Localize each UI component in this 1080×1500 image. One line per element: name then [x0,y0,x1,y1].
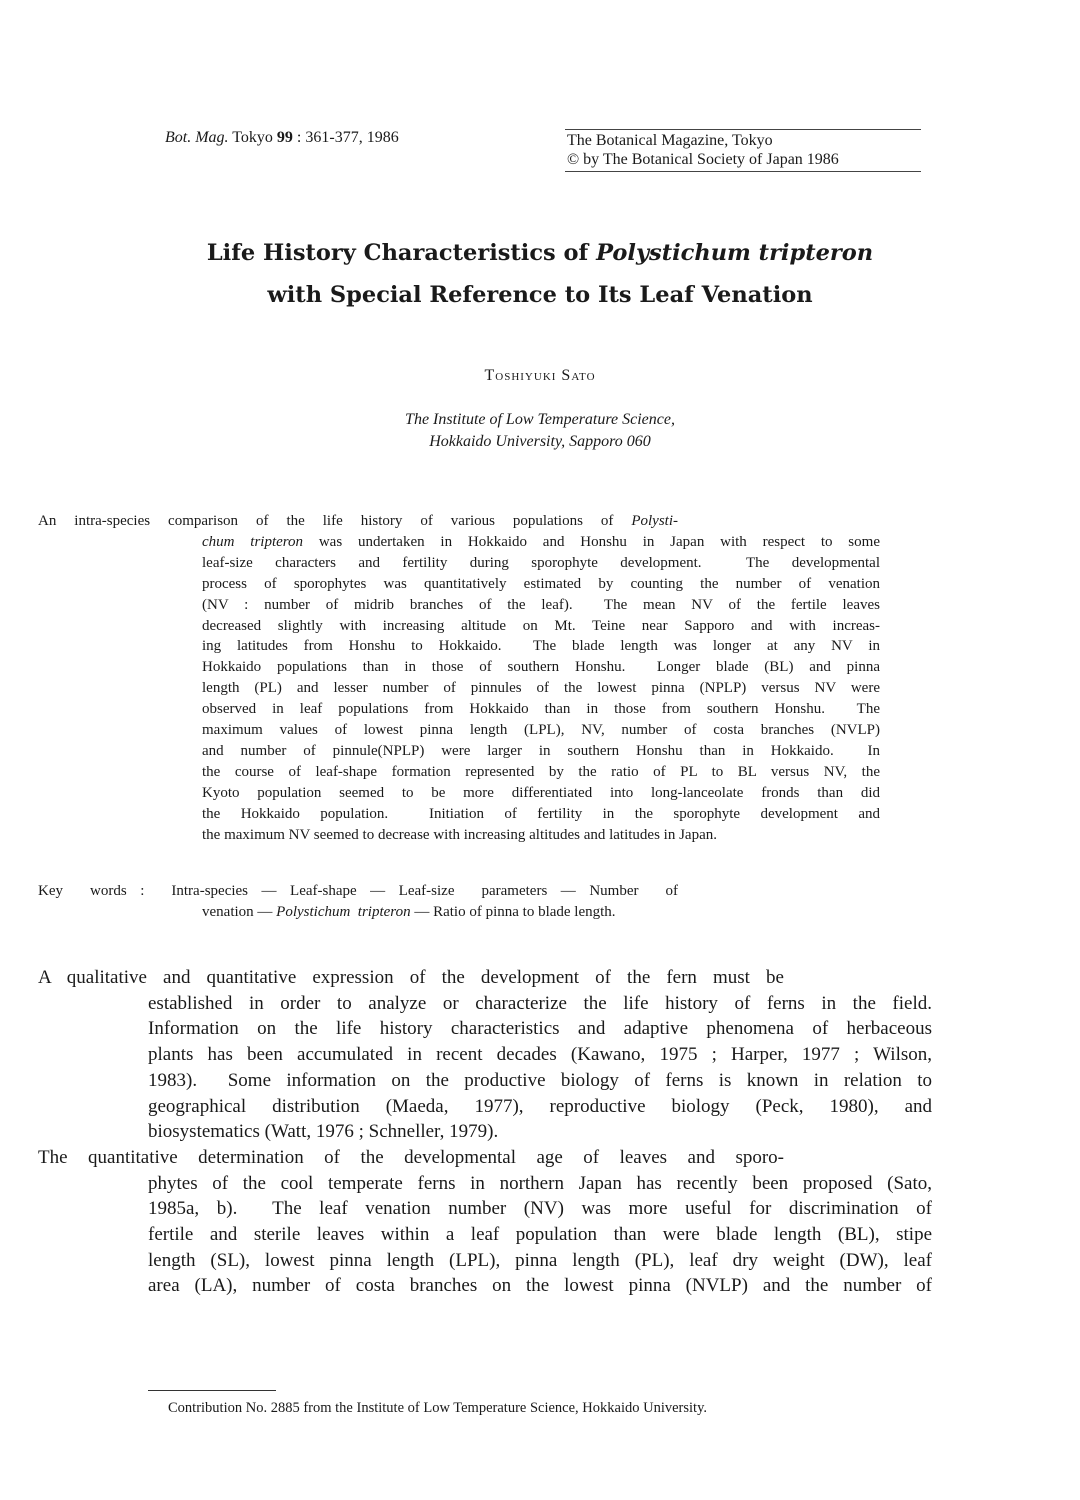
journal-abbrev: Bot. Mag. [165,129,229,146]
abstract-line [202,785,880,802]
text-segment: plants has been accumulated in recent decades (Kawano, 1975 ; Harper, 1977 ; Wilson, [148,1044,932,1066]
abstract-line [38,513,678,530]
text-segment: Hokkaido populations than in those of southern Honshu. Longer blade (BL) and pinna [202,659,880,676]
italic-text: chum tripteron [202,533,304,550]
text-segment: The quantitative determination of the developmental age of leaves and sporo- [38,1146,784,1168]
body-line [148,1173,932,1195]
text-segment: leaf-size characters and fertility during sporophyte development. The developmental [202,554,880,571]
italic-text: Polystichum tripteron [276,904,411,920]
abstract-line [202,597,880,614]
abstract-line [202,618,880,635]
text-segment: established in order to analyze or characterize the life history of ferns in the field. [148,992,932,1014]
abstract-line [202,743,880,760]
body-line [38,1147,784,1169]
text-segment: the maximum NV seemed to decrease with increasing altitudes and latitudes in Japan. [202,826,717,843]
text-segment: process of sporophytes was quantitatively estimated by counting the number of venation [202,575,880,592]
text-segment: 1985a, b). The leaf venation number (NV) was more useful for discrimination of [148,1198,932,1220]
journal-name: The Botanical Magazine, Tokyo [567,132,773,149]
abstract-line [202,638,880,655]
title-line-2: with Special Reference to Its Leaf Venation [267,282,813,308]
text-segment: 1983). Some information on the productive biology of ferns is known in relation to [148,1069,932,1091]
text-segment: phytes of the cool temperate ferns in northern Japan has recently been proposed (Sato, [148,1172,932,1194]
abstract-line [202,827,880,844]
body-line [148,1250,932,1272]
body-line [38,967,784,989]
abstract-line [202,722,880,739]
body-line [148,993,932,1015]
text-segment: An intra-species comparison of the life history of various populations of [38,513,632,529]
body-line [148,1070,932,1092]
journal-copyright [565,129,921,172]
abstract-line [202,701,880,718]
text-segment: length (SL), lowest pinna length (LPL), pinna length (PL), leaf dry weight (DW), leaf [148,1249,932,1271]
abstract-line [202,576,880,593]
text-segment: biosystematics (Watt, 1976 ; Schneller, 1979). [148,1121,499,1143]
body-line [148,1018,932,1040]
abstract-line [202,534,880,551]
title-line-1 [0,240,1080,266]
footnote: Contribution No. 2885 from the Institute of Low Temperature Science, Hokkaido University. [168,1400,707,1416]
text-segment: (NV : number of midrib branches of the leaf). The mean NV of the fertile leaves [202,596,880,613]
text-segment: was undertaken in Hokkaido and Honshu in Japan with respect to some [303,533,880,550]
text-segment: length (PL) and lesser number of pinnules of the lowest pinna (NPLP) versus NV were [202,680,880,697]
title-species: Polystichum tripteron [596,240,874,266]
author: Toshiyuki Sato [484,367,596,384]
italic-text: Polysti- [631,513,678,529]
body-line [148,1275,932,1297]
text-segment: and number of pinnule(NPLP) were larger in southern Honshu than in Hokkaido. In [202,742,880,759]
footnote-rule [148,1390,276,1391]
affiliation-line-1: The Institute of Low Temperature Science, [405,411,675,428]
text-segment: ing latitudes from Honshu to Hokkaido. The blade length was longer at any NV in [202,638,880,655]
journal-volume: 99 [276,129,293,146]
text-segment: observed in leaf populations from Hokkaido than in those from southern Honshu. The [202,701,880,718]
text-segment: venation — [202,904,277,920]
text-segment: Kyoto population seemed to be more differentiated into long-lanceolate fronds than did [202,784,880,801]
abstract-line [202,806,880,823]
body-line [148,1198,932,1220]
text-segment: maximum values of lowest pinna length (LPL), NV, number of costa branches (NVLP) [202,722,880,738]
body-line [148,1224,932,1246]
keywords-line [202,904,880,921]
title-text: Life History Characteristics of [206,240,597,266]
text-segment: geographical distribution (Maeda, 1977), reproductive biology (Peck, 1980), and [148,1095,932,1117]
body-line [148,1096,932,1118]
journal-citation [165,129,399,147]
text-segment: area (LA), number of costa branches on the lowest pinna (NVLP) and the number of [148,1275,932,1297]
text-segment: fertile and sterile leaves within a leaf population than were blade length (BL), stipe [148,1224,932,1245]
abstract-line [202,659,880,676]
journal-pages: : 361-377, 1986 [292,129,399,146]
body-line [148,1044,932,1066]
text-segment: decreased slightly with increasing altitude on Mt. Teine near Sapporo and with increas- [202,617,880,634]
keywords-line [38,883,678,900]
affiliation-line-2: Hokkaido University, Sapporo 060 [429,433,651,450]
copyright-line: © by The Botanical Society of Japan 1986 [567,151,839,168]
abstract-line [202,680,880,697]
abstract-line [202,555,880,572]
text-segment: the course of leaf-shape formation represented by the ratio of PL to BL versus NV, the [202,763,880,780]
text-segment: the Hokkaido population. Initiation of fertility in the sporophyte development and [202,805,880,822]
text-segment: Key words : Intra-species — Leaf-shape — Leaf-size parameters — Number of [38,883,678,899]
text-segment: A qualitative and quantitative expression of the development of the fern must be [38,967,784,988]
text-segment: — Ratio of pinna to blade length. [410,904,616,920]
abstract-line [202,764,880,781]
text-segment: Information on the life history characteristics and adaptive phenomena of herbaceous [148,1018,932,1040]
body-line [148,1121,932,1143]
journal-city: Tokyo [228,129,277,146]
